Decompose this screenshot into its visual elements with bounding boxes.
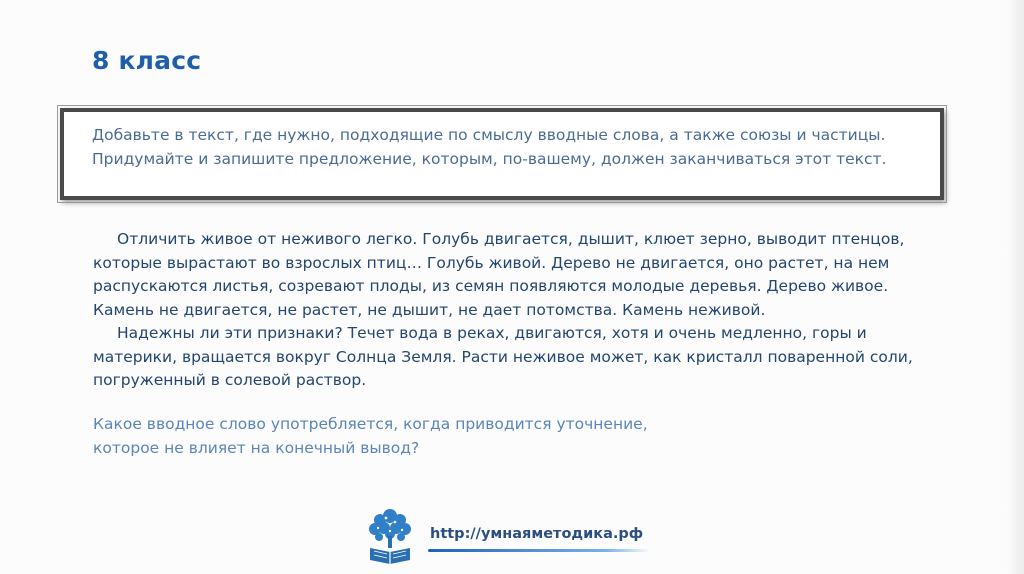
passage-text: [93, 228, 943, 393]
link-underline: [428, 549, 650, 552]
task-box: [60, 108, 944, 200]
question-line: которое не влияет на конечный вывод?: [93, 438, 420, 457]
slide-title: 8 класс: [92, 46, 202, 75]
tree-book-logo-icon: [362, 504, 418, 566]
passage-paragraph: Отличить живое от неживого легко. Голубь двигается, дышит, клюет зерно, выводит птенцов, которые вырастают во взрослых птиц… Голубь живой. Дерево не двигается, оно растет, на нем распускаются листья, созревают плоды, из семян появляются молодые деревья. Дерево живое. Камень не двигается, не растет, не дышит, не дает потомства. Камень неживой.: [93, 230, 905, 319]
task-instructions: Добавьте в текст, где нужно, подходящие по смыслу вводные слова, а также союзы и частицы. Придумайте и запишите предложение, которым, по-вашему, должен заканчиваться этот текст.: [92, 126, 887, 168]
question-text: [93, 413, 913, 460]
footer: [362, 504, 662, 566]
passage-paragraph: Надежны ли эти признаки? Течет вода в реках, двигаются, хотя и очень медленно, горы и материки, вращается вокруг Солнца Земля. Расти неживое может, как кристалл поваренной соли, погруженный в солевой раствор.: [93, 324, 913, 389]
site-link[interactable]: http://умнаяметодика.рф: [430, 526, 644, 542]
question-line: Какое вводное слово употребляется, когда приводится уточнение,: [93, 415, 648, 433]
slide-edge-shadow: [1006, 0, 1024, 574]
